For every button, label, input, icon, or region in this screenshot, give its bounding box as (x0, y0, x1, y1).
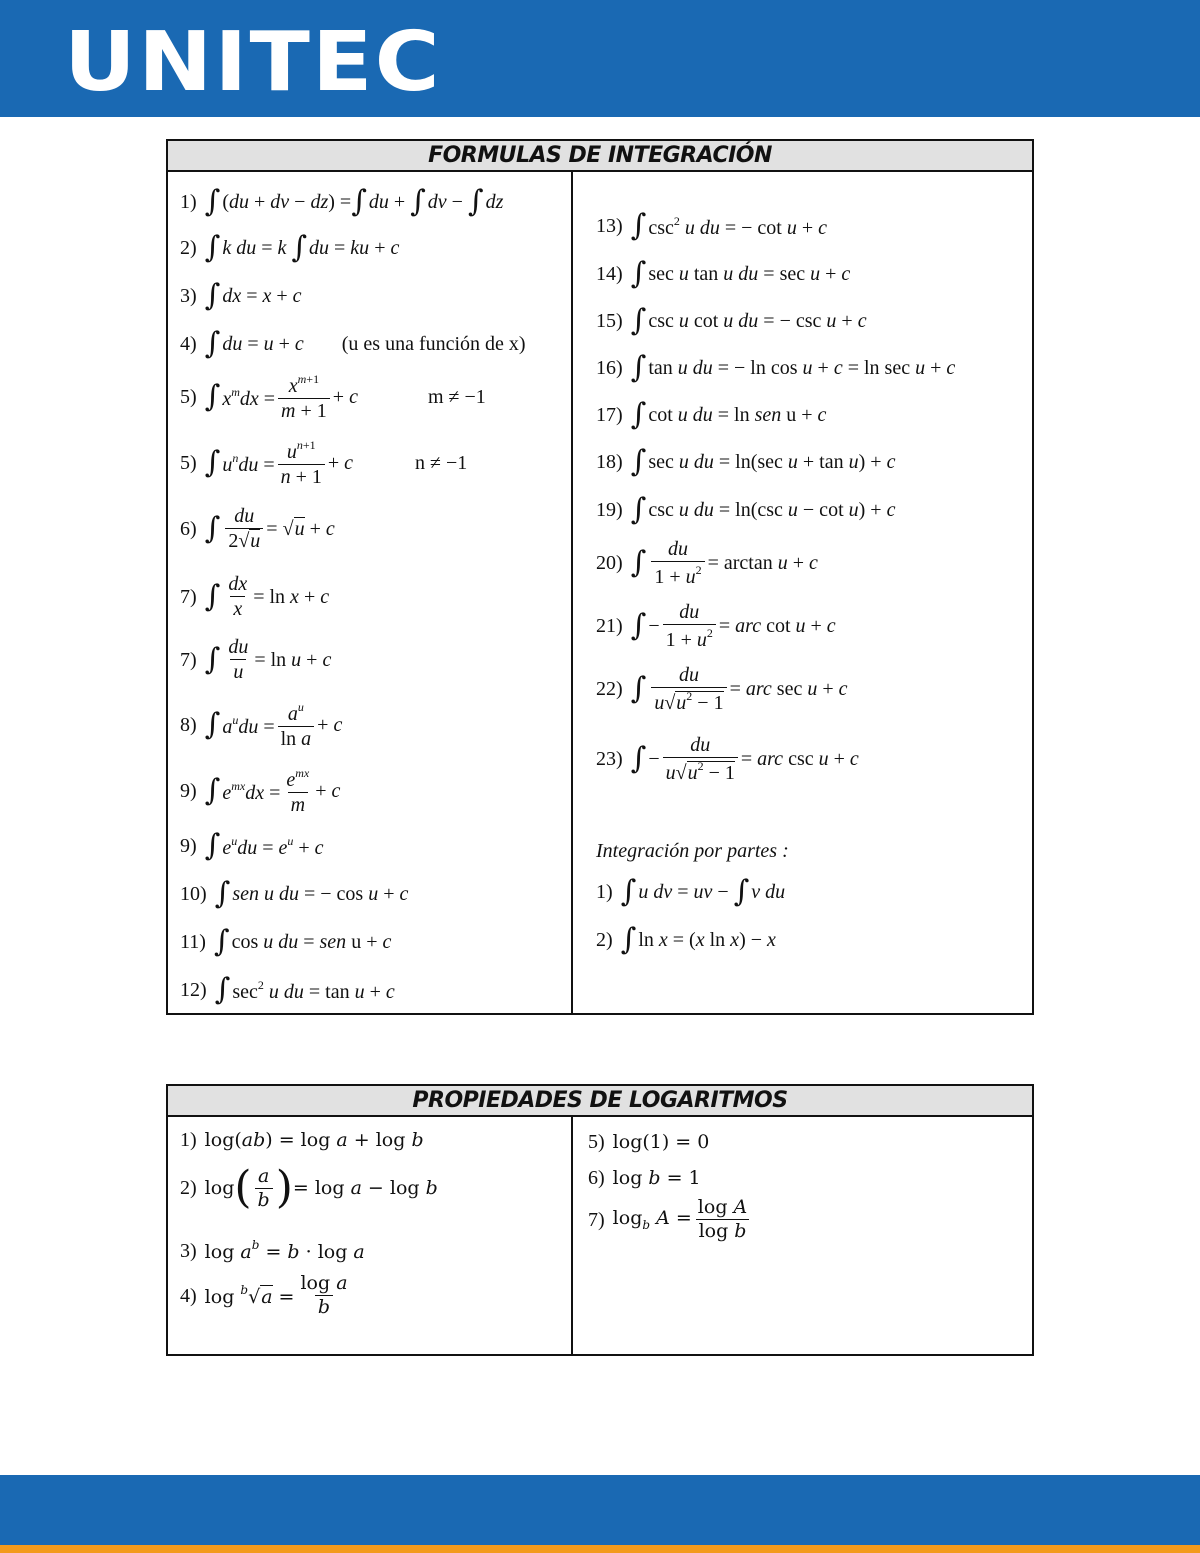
formula-5a: 5) ∫ $x^mdx$ = $\frac{x^{m+1}}{m + 1}$ + c m ≠ −1 (180, 372, 486, 422)
parts-heading: Integración por partes : (596, 840, 789, 862)
log-property-3: 3) $\log a^b = b \cdot \log a$ (180, 1238, 365, 1263)
logarithm-properties-box (166, 1084, 1034, 1356)
log-property-6: 6) log b = 1 (588, 1166, 701, 1189)
formula-11: 11) ∫ cos u du = sen u + c (180, 924, 392, 959)
formula-12: 12) ∫ $\sec^2 u$ du = tan u + c (180, 972, 395, 1007)
formula-1: 1) ∫ (du + dv − dz) = ∫ du + ∫ dv − ∫ dz (180, 184, 504, 219)
formula-14: 14) ∫ sec u tan u du = sec u + c (596, 256, 851, 291)
formula-8: 8) ∫ $a^udu$ = $\frac{a^u}{\text{ln a}}$ + c (180, 700, 343, 750)
parts-formula-2: 2) ∫ ln x = (x ln x) − x (596, 922, 776, 957)
formula-19: 19) ∫ csc u du = ln(csc u − cot u) + c (596, 492, 896, 527)
log-property-4: 4) log $^b$√a = $\frac{\text{log a}}{b}$ (180, 1272, 348, 1318)
formula-17: 17) ∫ cot u du = ln sen u + c (596, 397, 827, 432)
formula-5b-condition: n ≠ −1 (415, 452, 468, 474)
formula-16: 16) ∫ tan u du = − ln cos u + c = ln sec u + c (596, 350, 956, 385)
parts-formula-1: 1) ∫ u dv = uv − ∫ v du (596, 874, 786, 909)
logarithms-title: PROPIEDADES DE LOGARITMOS (168, 1086, 1032, 1117)
log-property-5: 5) log(1) = 0 (588, 1130, 710, 1153)
formula-4-note: (u es una función de x) (341, 333, 526, 355)
footer-accent-stripe (0, 1545, 1200, 1553)
header-banner (0, 0, 1200, 117)
formula-7b: 7) ∫ $\frac{du}{u}$ = ln u + c (180, 636, 332, 683)
formula-20: 20) ∫ $\frac{du}{1 + u^2}$ = arctan u + c (596, 538, 818, 588)
log-property-2: 2) log ( $\frac{a}{b}$ ) = log a − log b (180, 1162, 438, 1213)
formula-22: 22) ∫ $\frac{du}{u√u^2 - 1}$ = arc sec u + c (596, 664, 848, 714)
log-property-1: 1) log(ab) = log a + log b (180, 1128, 424, 1151)
formula-18: 18) ∫ sec u du = ln(sec u + tan u) + c (596, 444, 896, 479)
formula-3: 3) ∫ dx = x + c (180, 278, 302, 313)
column-divider (571, 1117, 573, 1354)
formula-21: 21) ∫ − $\frac{du}{1 + u^2}$ = arc cot u + c (596, 601, 836, 651)
formula-15: 15) ∫ csc u cot u du = − csc u + c (596, 303, 867, 338)
integration-formulas-box (166, 139, 1034, 1015)
formula-9b: 9) ∫ $e^udu = e^u + c$ (180, 828, 324, 863)
formula-7a: 7) ∫ $\frac{dx}{x}$ = ln x + c (180, 573, 330, 620)
integration-title: FORMULAS DE INTEGRACIÓN (168, 141, 1032, 172)
log-property-7: 7) $\log_b A$ = $\frac{\text{log A}}{\text{log b}}$ (588, 1198, 753, 1241)
column-divider (571, 172, 573, 1013)
formula-10: 10) ∫ sen u du = − cos u + c (180, 876, 409, 911)
formula-5a-condition: m ≠ −1 (427, 386, 486, 408)
formula-6: 6) ∫ $\frac{du}{2√u}$ = √u + c (180, 505, 335, 552)
formula-13: 13) ∫ $\csc^2 u$ du = − cot u + c (596, 208, 828, 243)
formula-5b: 5) ∫ $u^ndu$ = $\frac{u^{n+1}}{n + 1}$ + c n ≠ −1 (180, 438, 468, 488)
formula-23: 23) ∫ − $\frac{du}{u√u^2 - 1}$ = arc csc u + c (596, 734, 859, 784)
formula-4: 4) ∫ du = u + c (u es una función de x) (180, 326, 526, 361)
footer-banner (0, 1475, 1200, 1545)
formula-9a: 9) ∫ $e^{mx}dx$ = $\frac{e^{mx}}{m}$ + c (180, 766, 341, 816)
formula-2: 2) ∫ k du = k ∫ du = ku + c (180, 230, 400, 265)
unitec-logo: UNITEC (64, 15, 442, 110)
